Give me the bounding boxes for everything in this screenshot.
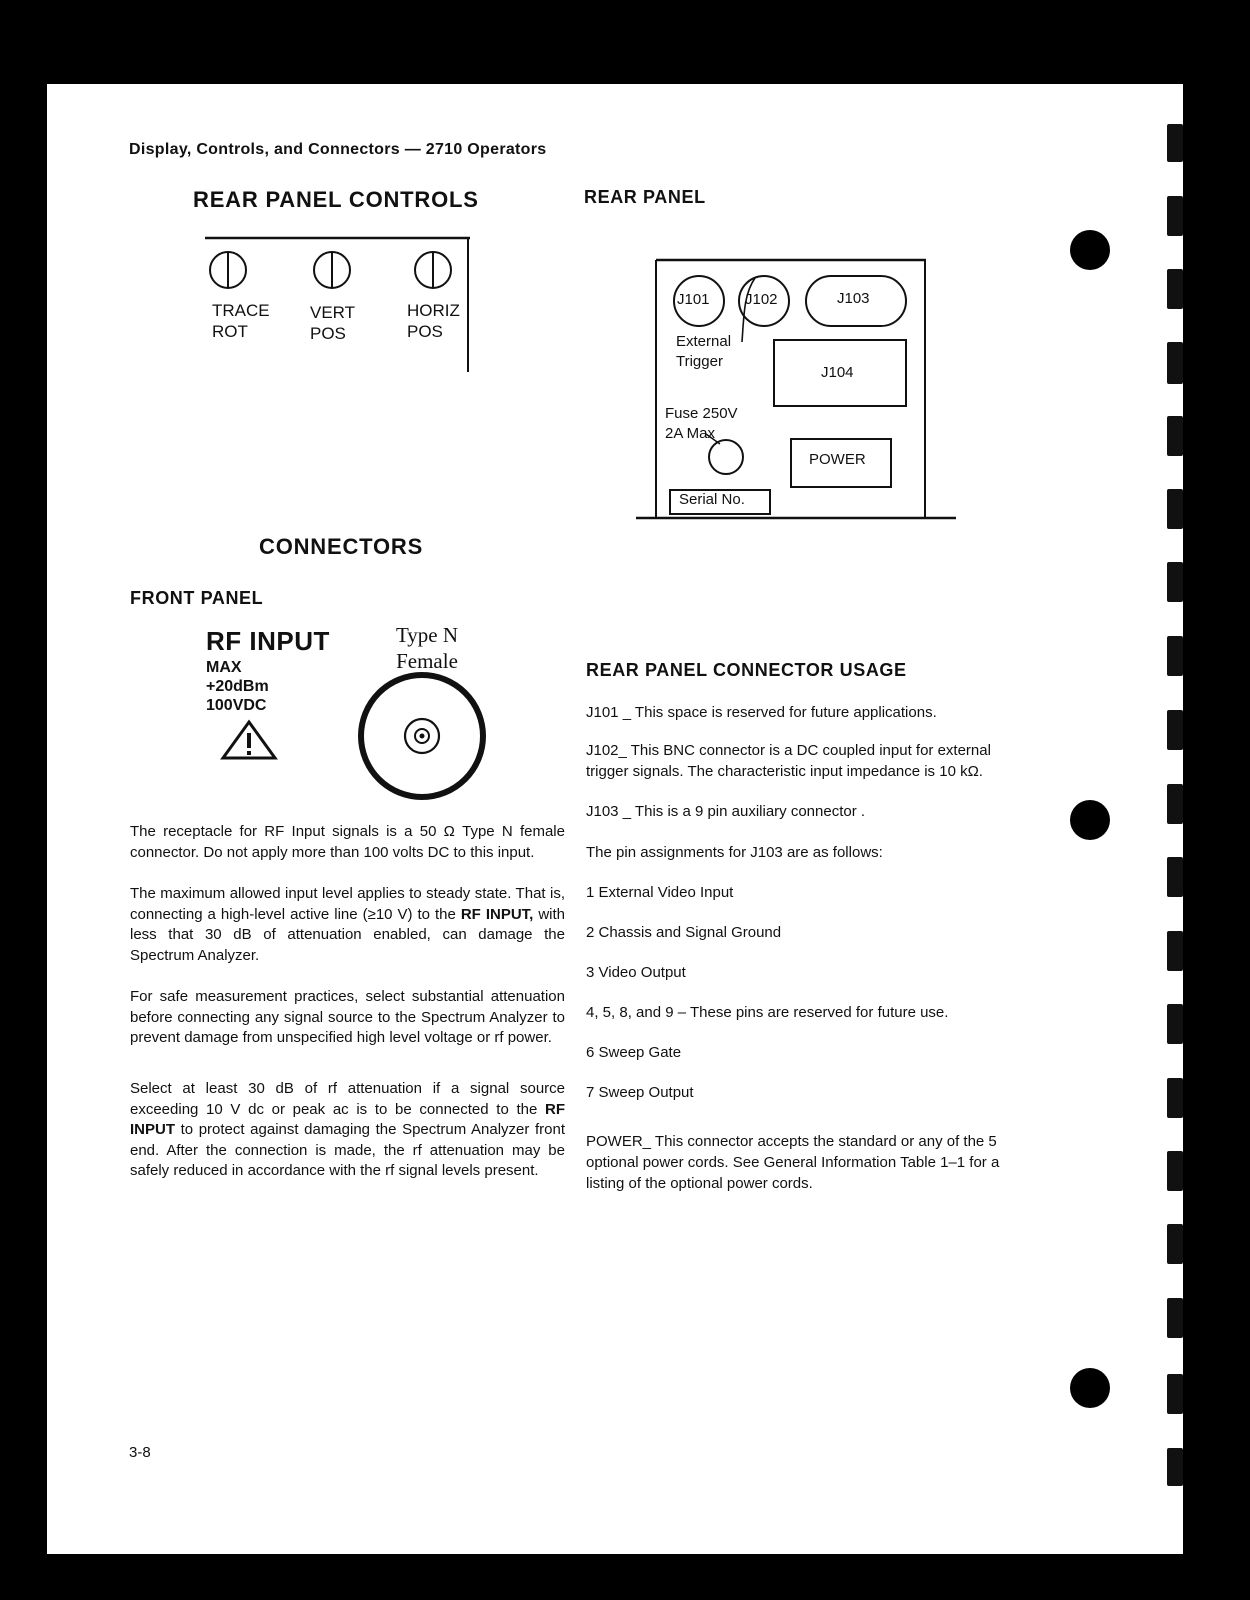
usage-j101: J101 _ This space is reserved for future applications. — [586, 704, 937, 721]
power-label: POWER — [809, 451, 866, 468]
rf-input-label: RF INPUT — [206, 626, 330, 656]
edge-tab-mark — [1167, 1004, 1183, 1044]
usage-j102: J102_ This BNC connector is a DC coupled input for external trigger signals. The characteristic input impedance is 10 kΩ. — [586, 742, 991, 780]
j104-label: J104 — [821, 364, 854, 381]
edge-tab-mark — [1167, 636, 1183, 676]
usage-pins-intro: The pin assignments for J103 are as follows: — [586, 844, 883, 861]
rear-panel-title: REAR PANEL — [584, 187, 706, 207]
usage-pin-7: 7 Sweep Output — [586, 1084, 694, 1101]
usage-pin-3: 3 Video Output — [586, 964, 686, 981]
edge-tab-mark — [1167, 931, 1183, 971]
j101-label: J101 — [677, 291, 710, 308]
vert-pos-knob-icon — [314, 252, 350, 288]
edge-tab-mark — [1167, 710, 1183, 750]
punch-hole — [1070, 1368, 1110, 1408]
edge-tab-mark — [1167, 1298, 1183, 1338]
usage-pin-1: 1 External Video Input — [586, 884, 734, 901]
serial-number-label: Serial No. — [679, 491, 745, 508]
vert-pos-label: VERT POS — [310, 303, 356, 343]
rear-panel-controls-title: REAR PANEL CONTROLS — [193, 187, 479, 212]
edge-tab-mark — [1167, 857, 1183, 897]
rf-input-ratings: MAX +20dBm 100VDC — [206, 659, 269, 714]
edge-tab-mark — [1167, 269, 1183, 309]
type-n-female-label: Type N Female — [395, 623, 459, 673]
edge-tab-mark — [1167, 1374, 1183, 1414]
punch-hole — [1070, 800, 1110, 840]
edge-tab-mark — [1167, 342, 1183, 384]
usage-pin-6: 6 Sweep Gate — [586, 1044, 682, 1061]
fuse-label: Fuse 250V 2A Max — [665, 405, 738, 442]
usage-j103: J103 _ This is a 9 pin auxiliary connector . — [586, 803, 866, 820]
edge-tab-mark — [1167, 1224, 1183, 1264]
horiz-pos-label: HORIZ POS — [407, 301, 460, 341]
rf-input-paragraph-3: For safe measurement practices, select substantial attenuation before connecting any signal source to the Spectrum Analyzer to prevent damage from unspecified high level voltage or rf power. — [130, 988, 565, 1046]
edge-tab-mark — [1167, 562, 1183, 602]
edge-tab-mark — [1167, 1151, 1183, 1191]
front-panel-title: FRONT PANEL — [130, 588, 264, 608]
usage-pins-4589: 4, 5, 8, and 9 – These pins are reserved for future use. — [586, 1004, 949, 1021]
edge-tab-mark — [1167, 1448, 1183, 1486]
rf-input-paragraph-2: The maximum allowed input level applies to steady state. That is, connecting a high-level active line (≥10 V) to the RF INPUT, with less that 30 dB of attenuation enabled, can damage the Spectrum Analyzer. — [130, 885, 566, 964]
document-page — [47, 84, 1183, 1554]
trace-rot-knob-icon — [210, 252, 246, 288]
punch-hole — [1070, 230, 1110, 270]
rf-input-paragraph-1: The receptacle for RF Input signals is a 50 Ω Type N female connector. Do not apply more than 100 volts DC to this input. — [130, 823, 565, 861]
edge-tab-mark — [1167, 489, 1183, 529]
usage-power: POWER_ This connector accepts the standard or any of the 5 optional power cords. See General Information Table 1–1 for a listing of the optional power cords. — [586, 1133, 1000, 1192]
type-n-connector-icon — [355, 669, 489, 803]
edge-tab-mark — [1167, 1078, 1183, 1118]
j103-label: J103 — [837, 290, 870, 307]
rf-input-paragraph-4: Select at least 30 dB of rf attenuation if a signal source exceeding 10 V dc or peak ac is to be connected to the RF INPUT to protect against damaging the Spectrum Analyzer front end. After the connection is made, the rf attenuation may be safely reduced in accordance with the rf signal levels present. — [130, 1080, 565, 1179]
edge-tab-mark — [1167, 784, 1183, 824]
page-number: 3-8 — [129, 1444, 151, 1461]
connectors-title: CONNECTORS — [259, 534, 424, 559]
edge-tab-mark — [1167, 124, 1183, 162]
edge-tab-mark — [1167, 196, 1183, 236]
fuse-holder-icon — [709, 440, 743, 474]
connector-usage-title: REAR PANEL CONNECTOR USAGE — [586, 660, 907, 680]
external-trigger-label: External Trigger — [676, 333, 732, 370]
trace-rot-label: TRACE ROT — [212, 301, 270, 341]
usage-pin-2: 2 Chassis and Signal Ground — [586, 924, 782, 941]
edge-tab-mark — [1167, 416, 1183, 456]
j102-label: J102 — [745, 291, 778, 308]
running-header: Display, Controls, and Connectors — 2710 Operators — [129, 141, 547, 158]
warning-triangle-icon — [219, 718, 279, 762]
horiz-pos-knob-icon — [415, 252, 451, 288]
